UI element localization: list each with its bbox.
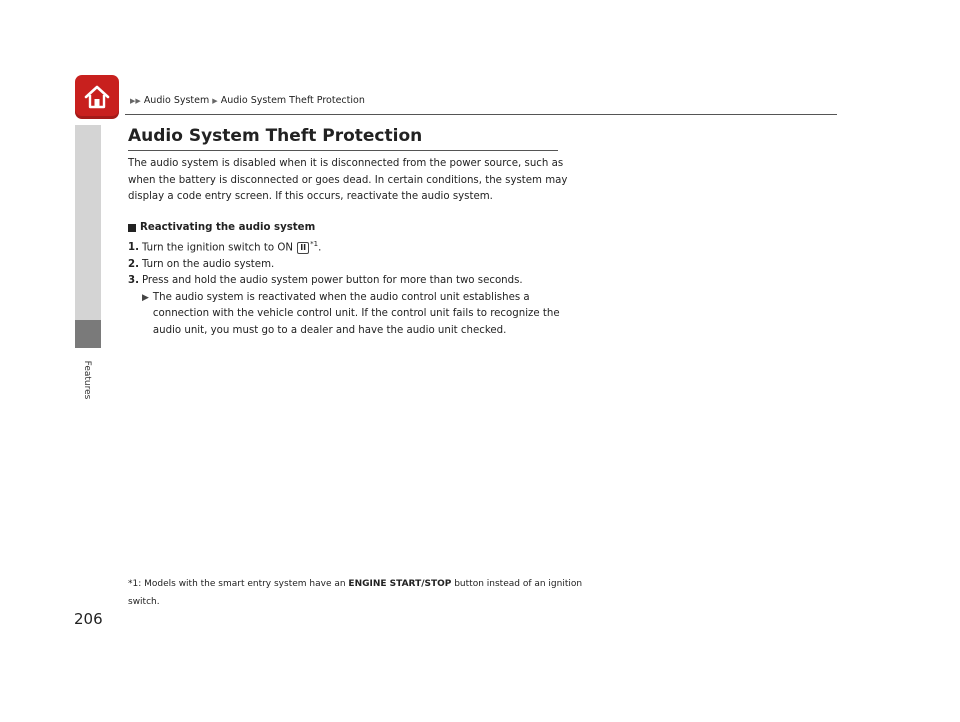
ignition-position-badge: II — [297, 242, 309, 254]
header-divider — [125, 114, 837, 115]
step-item — [128, 236, 568, 257]
page-title: Audio System Theft Protection — [128, 126, 423, 146]
step-number: 1. — [128, 242, 139, 254]
step-text: Press and hold the audio system power button for more than two seconds. — [141, 275, 523, 287]
footnote — [128, 575, 588, 611]
side-tab-marker[interactable] — [75, 320, 101, 348]
breadcrumb-item-audio-system[interactable]: Audio System — [143, 95, 210, 106]
section-heading-text: Reactivating the audio system — [140, 221, 316, 233]
step-number: 3. — [128, 275, 139, 287]
breadcrumb — [130, 95, 365, 106]
step-item — [128, 273, 568, 290]
square-bullet-icon — [128, 224, 136, 232]
title-divider — [128, 150, 558, 151]
step-item — [128, 257, 568, 274]
step-result-text: The audio system is reactivated when the audio control unit establishes a connection with the vehicle control unit. If the control unit fails to recognize the audio unit, you must go to a dealer and have the audio unit checked. — [152, 291, 560, 336]
step-number: 2. — [128, 258, 139, 270]
step-text: Turn the ignition switch to ON — [141, 242, 297, 254]
step-text-tail: . — [318, 242, 322, 254]
home-button[interactable] — [75, 75, 119, 119]
footnote-ref[interactable]: *1 — [310, 240, 319, 248]
side-tab — [75, 125, 101, 320]
step-text: Turn on the audio system. — [141, 258, 275, 270]
section-heading — [128, 220, 568, 237]
footnote-suffix: button instead of an ignition switch. — [128, 579, 583, 607]
main-content — [128, 156, 568, 339]
home-icon — [82, 82, 112, 112]
result-arrow-icon: ▶ — [142, 292, 149, 303]
breadcrumb-item-current: Audio System Theft Protection — [220, 95, 365, 106]
side-section-label: Features — [82, 360, 92, 400]
footnote-prefix: *1: Models with the smart entry system have an — [128, 579, 349, 589]
footnote-bold: ENGINE START/STOP — [348, 579, 452, 589]
steps-list — [128, 236, 568, 290]
step-result — [142, 290, 568, 340]
page-number: 206 — [74, 610, 103, 628]
intro-paragraph: The audio system is disabled when it is disconnected from the power source, such as when the battery is disconnected or goes dead. In certain conditions, the system may display a code entry screen. If this occurs, reactivate the audio system. — [128, 158, 568, 202]
breadcrumb-arrow-icon: ▶▶ — [130, 97, 141, 105]
breadcrumb-arrow-icon: ▶ — [212, 97, 218, 105]
